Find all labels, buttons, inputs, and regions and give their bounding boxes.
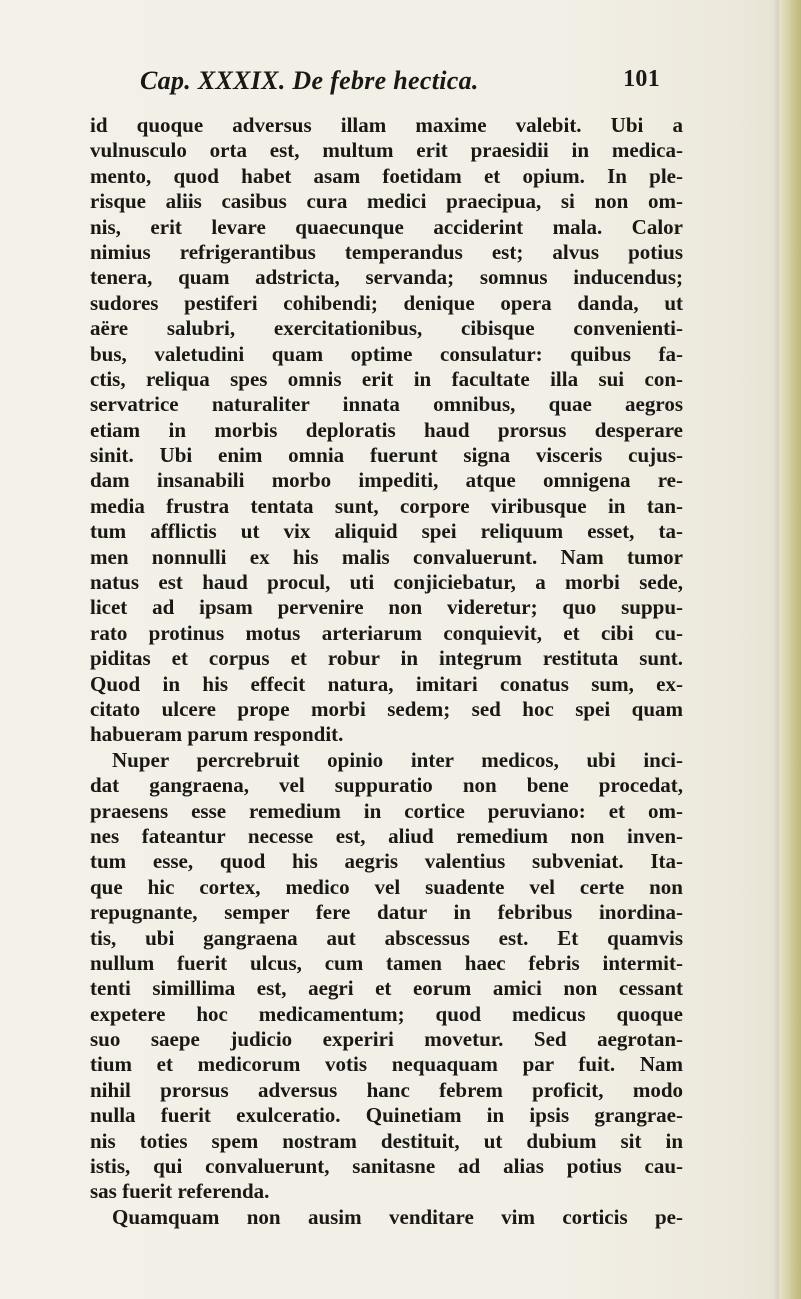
text-line: citato ulcere prope morbi sedem; sed hoc spei quam <box>90 696 683 721</box>
text-line: sas fuerit referenda. <box>90 1179 270 1204</box>
text-line: risque aliis casibus cura medici praecipua, si non om- <box>90 189 683 214</box>
text-line: tenti simillima est, aegri et eorum amici non cessant <box>90 976 683 1001</box>
text-line: tenera, quam adstricta, servanda; somnus inducendus; <box>90 265 683 290</box>
text-line: Quod in his effecit natura, imitari conatus sum, ex- <box>90 671 683 696</box>
text-line: rato protinus motus arteriarum conquievit, et cibi cu- <box>90 620 683 645</box>
text-line: tium et medicorum votis nequaquam par fuit. Nam <box>90 1052 683 1077</box>
text-line: dat gangraena, vel suppuratio non bene procedat, <box>90 773 683 798</box>
text-line: tum esse, quod his aegris valentius subveniat. Ita- <box>90 849 683 874</box>
text-line: servatrice naturaliter innata omnibus, quae aegros <box>90 392 683 417</box>
text-line: nihil prorsus adversus hanc febrem proficit, modo <box>90 1077 683 1102</box>
text-line: praesens esse remedium in cortice peruviano: et om- <box>90 798 683 823</box>
text-line: men nonnulli ex his malis convaluerunt. Nam tumor <box>90 544 683 569</box>
text-line: bus, valetudini quam optime consulatur: quibus fa- <box>90 341 683 366</box>
text-line: licet ad ipsam pervenire non videretur; quo suppu- <box>90 595 683 620</box>
text-line: nis toties spem nostram destituit, ut dubium sit in <box>90 1128 683 1153</box>
text-line: mento, quod habet asam foetidam et opium. In ple- <box>90 163 683 188</box>
chapter-title: Cap. XXXIX. De febre hectica. <box>140 66 479 95</box>
text-line: nis, erit levare quaecunque acciderint mala. Calor <box>90 214 683 239</box>
text-line: expetere hoc medicamentum; quod medicus quoque <box>90 1001 683 1026</box>
text-line: que hic cortex, medico vel suadente vel certe non <box>90 874 683 899</box>
text-line: Quamquam non ausim venditare vim corticis pe- <box>112 1204 683 1229</box>
text-line: nullum fuerit ulcus, cum tamen haec febris intermit- <box>90 950 683 975</box>
text-line: id quoque adversus illam maxime valebit. Ubi a <box>90 113 683 137</box>
text-line: nes fateantur necesse est, aliud remedium non inven- <box>90 823 683 848</box>
page-number: 101 <box>623 66 660 92</box>
text-line: sinit. Ubi enim omnia fuerunt signa visceris cujus- <box>90 443 683 468</box>
text-line: Nuper percrebruit opinio inter medicos, ubi inci- <box>112 747 683 772</box>
text-line: natus est haud procul, uti conjiciebatur, a morbi sede, <box>90 570 683 595</box>
body-text <box>90 113 683 1230</box>
page-edge-strip <box>779 0 801 1299</box>
text-line: aëre salubri, exercitationibus, cibisque convenienti- <box>90 316 683 341</box>
text-line: sudores pestiferi cohibendi; denique opera danda, ut <box>90 290 683 315</box>
text-line: istis, qui convaluerunt, sanitasne ad alias potius cau- <box>90 1154 683 1179</box>
text-line: habueram parum respondit. <box>90 722 344 747</box>
text-line: nulla fuerit exulceratio. Quinetiam in ipsis grangrae- <box>90 1103 683 1128</box>
text-line: tis, ubi gangraena aut abscessus est. Et quamvis <box>90 925 683 950</box>
text-line: vulnusculo orta est, multum erit praesidii in medica- <box>90 138 683 163</box>
text-line: suo saepe judicio experiri movetur. Sed aegrotan- <box>90 1027 683 1052</box>
text-line: piditas et corpus et robur in integrum restituta sunt. <box>90 646 683 671</box>
text-line: ctis, reliqua spes omnis erit in facultate illa sui con- <box>90 366 683 391</box>
text-line: etiam in morbis deploratis haud prorsus desperare <box>90 417 683 442</box>
text-line: nimius refrigerantibus temperandus est; alvus potius <box>90 239 683 264</box>
text-line: dam insanabili morbo impediti, atque omnigena re- <box>90 468 683 493</box>
text-line: repugnante, semper fere datur in febribus inordina- <box>90 900 683 925</box>
text-line: tum afflictis ut vix aliquid spei reliquum esset, ta- <box>90 519 683 544</box>
running-head <box>140 66 660 102</box>
text-line: media frustra tentata sunt, corpore viribusque in tan- <box>90 493 683 518</box>
